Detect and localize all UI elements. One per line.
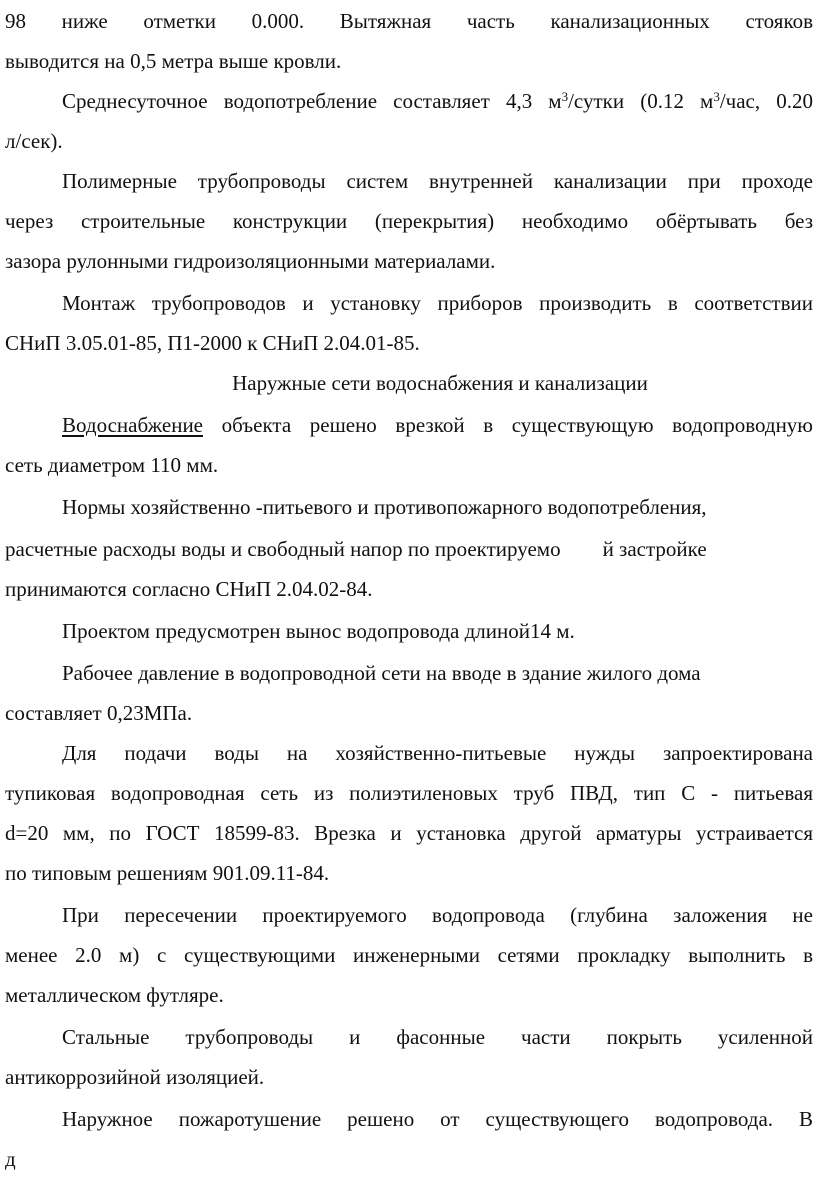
text-fragment: Среднесуточное водопотребление составляет 4,3 м <box>62 89 562 113</box>
text-line: по типовым решениям 901.09.11-84. <box>5 861 330 885</box>
text-line: Рабочее давление в водопроводной сети на вводе в здание жилого дома <box>62 661 701 685</box>
text-fragment: /час, 0.20 <box>719 89 813 113</box>
text-line: d=20 мм, по ГОСТ 18599-83. Врезка и установка другой арматуры устраивается <box>5 821 813 845</box>
text-line: через строительные конструкции (перекрытия) необходимо обёртывать без <box>5 209 813 233</box>
text-line <box>62 88 813 114</box>
text-line: принимаются согласно СНиП 2.04.02-84. <box>5 577 373 601</box>
text-line: Стальные трубопроводы и фасонные части покрыть усиленной <box>62 1025 813 1049</box>
superscript: 3 <box>713 89 720 104</box>
text-line: выводится на 0,5 метра выше кровли. <box>5 49 342 73</box>
text-fragment: /сутки (0.12 м <box>568 89 714 113</box>
text-line: Наружное пожаротушение решено от существующего водопровода. В <box>62 1107 813 1131</box>
text-line: Проектом предусмотрен вынос водопровода длиной14 м. <box>62 619 575 643</box>
text-line: При пересечении проектируемого водопровода (глубина заложения не <box>62 903 813 927</box>
text-line: сеть диаметром 110 мм. <box>5 453 219 477</box>
text-line: зазора рулонными гидроизоляционными материалами. <box>5 249 496 273</box>
text-line: расчетные расходы воды и свободный напор по проектируемо й застройке <box>5 537 707 561</box>
text-line: антикоррозийной изоляцией. <box>5 1065 265 1089</box>
text-line <box>62 412 813 438</box>
text-line: Полимерные трубопроводы систем внутренней канализации при проходе <box>62 169 813 193</box>
text-line: металлическом футляре. <box>5 983 224 1007</box>
text-line: Для подачи воды на хозяйственно-питьевые нужды запроектирована <box>62 741 813 765</box>
section-heading: Наружные сети водоснабжения и канализации <box>232 371 648 395</box>
text-line: тупиковая водопроводная сеть из полиэтиленовых труб ПВД, тип С - питьевая <box>5 781 813 805</box>
text-fragment: объекта решено врезкой в существующую водопроводную <box>203 413 813 437</box>
text-line: СНиП 3.05.01-85, П1-2000 к СНиП 2.04.01-85. <box>5 331 420 355</box>
text-line: составляет 0,23МПа. <box>5 701 193 725</box>
text-line: л/сек). <box>5 129 63 153</box>
text-line: Монтаж трубопроводов и установку приборов производить в соответствии <box>62 291 813 315</box>
superscript: 3 <box>561 89 569 104</box>
text-line: Нормы хозяйственно -питьевого и противопожарного водопотребления, <box>62 495 707 519</box>
text-line: менее 2.0 м) с существующими инженерными сетями прокладку выполнить в <box>5 943 813 967</box>
text-line: д <box>5 1147 16 1171</box>
underlined-term: Водоснабжение <box>62 413 204 437</box>
text-line: 98 ниже отметки 0.000. Вытяжная часть канализационных стояков <box>5 9 813 33</box>
